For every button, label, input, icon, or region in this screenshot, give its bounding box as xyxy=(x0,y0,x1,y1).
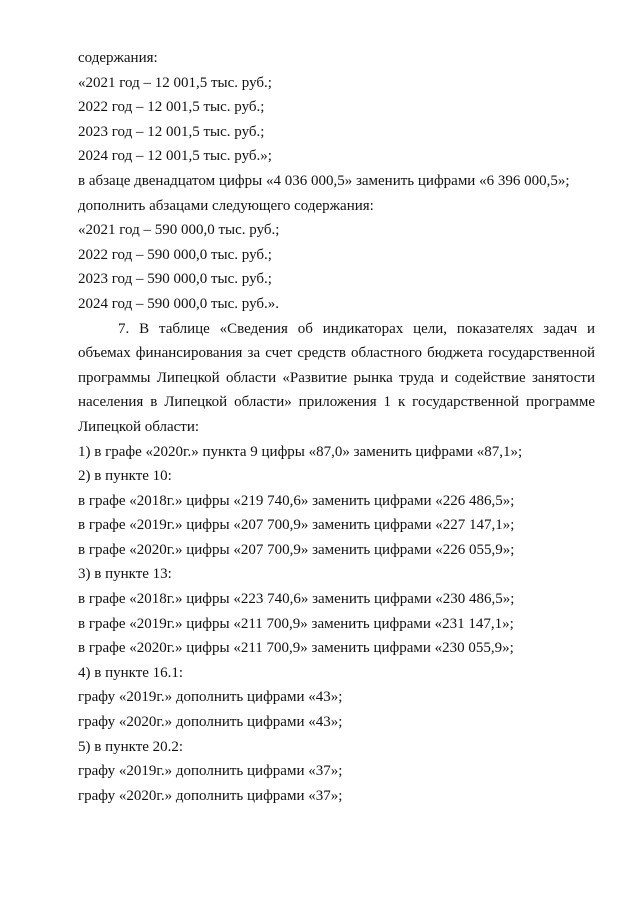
document-line: объемах финансирования за счет средств областного бюджета государственной xyxy=(78,345,595,362)
document-body xyxy=(78,46,595,808)
document-line: «2021 год – 590 000,0 тыс. руб.; xyxy=(78,222,280,239)
document-line: дополнить абзацами следующего содержания: xyxy=(78,197,374,214)
document-line: 2023 год – 590 000,0 тыс. руб.; xyxy=(78,271,272,288)
document-line: 2) в пункте 10: xyxy=(78,468,172,485)
document-line: в абзаце двенадцатом цифры «4 036 000,5» заменить цифрами «6 396 000,5»; xyxy=(78,172,570,189)
document-line: 2022 год – 12 001,5 тыс. руб.; xyxy=(78,99,265,116)
document-line: 4) в пункте 16.1: xyxy=(78,664,184,681)
document-line: «2021 год – 12 001,5 тыс. руб.; xyxy=(78,74,272,91)
document-line: 7. В таблице «Сведения об индикаторах цели, показателях задач и xyxy=(118,320,595,337)
document-line: в графе «2018г.» цифры «223 740,6» заменить цифрами «230 486,5»; xyxy=(78,591,515,608)
document-line: графу «2020г.» дополнить цифрами «37»; xyxy=(78,787,343,804)
document-line: 2024 год – 12 001,5 тыс. руб.»; xyxy=(78,148,272,165)
document-line: 2024 год – 590 000,0 тыс. руб.». xyxy=(78,295,280,312)
document-line: в графе «2019г.» цифры «211 700,9» заменить цифрами «231 147,1»; xyxy=(78,615,514,632)
document-line: населения в Липецкой области» приложения 1 к государственной программе xyxy=(78,394,595,411)
document-line: графу «2019г.» дополнить цифрами «43»; xyxy=(78,689,343,706)
document-line: в графе «2019г.» цифры «207 700,9» заменить цифрами «227 147,1»; xyxy=(78,517,515,534)
document-line: в графе «2018г.» цифры «219 740,6» заменить цифрами «226 486,5»; xyxy=(78,492,515,509)
document-line: в графе «2020г.» цифры «207 700,9» заменить цифрами «226 055,9»; xyxy=(78,541,515,558)
document-line: 5) в пункте 20.2: xyxy=(78,738,184,755)
document-line: 1) в графе «2020г.» пункта 9 цифры «87,0» заменить цифрами «87,1»; xyxy=(78,443,523,460)
document-line: в графе «2020г.» цифры «211 700,9» заменить цифрами «230 055,9»; xyxy=(78,640,514,657)
document-line: графу «2019г.» дополнить цифрами «37»; xyxy=(78,763,343,780)
document-line: графу «2020г.» дополнить цифрами «43»; xyxy=(78,714,343,731)
document-line: Липецкой области: xyxy=(78,418,200,435)
document-line: содержания: xyxy=(78,50,158,66)
document-line: 2022 год – 590 000,0 тыс. руб.; xyxy=(78,246,272,263)
document-line: 3) в пункте 13: xyxy=(78,566,172,583)
document-line: программы Липецкой области «Развитие рынка труда и содействие занятости xyxy=(78,369,595,386)
document-line: 2023 год – 12 001,5 тыс. руб.; xyxy=(78,123,265,140)
